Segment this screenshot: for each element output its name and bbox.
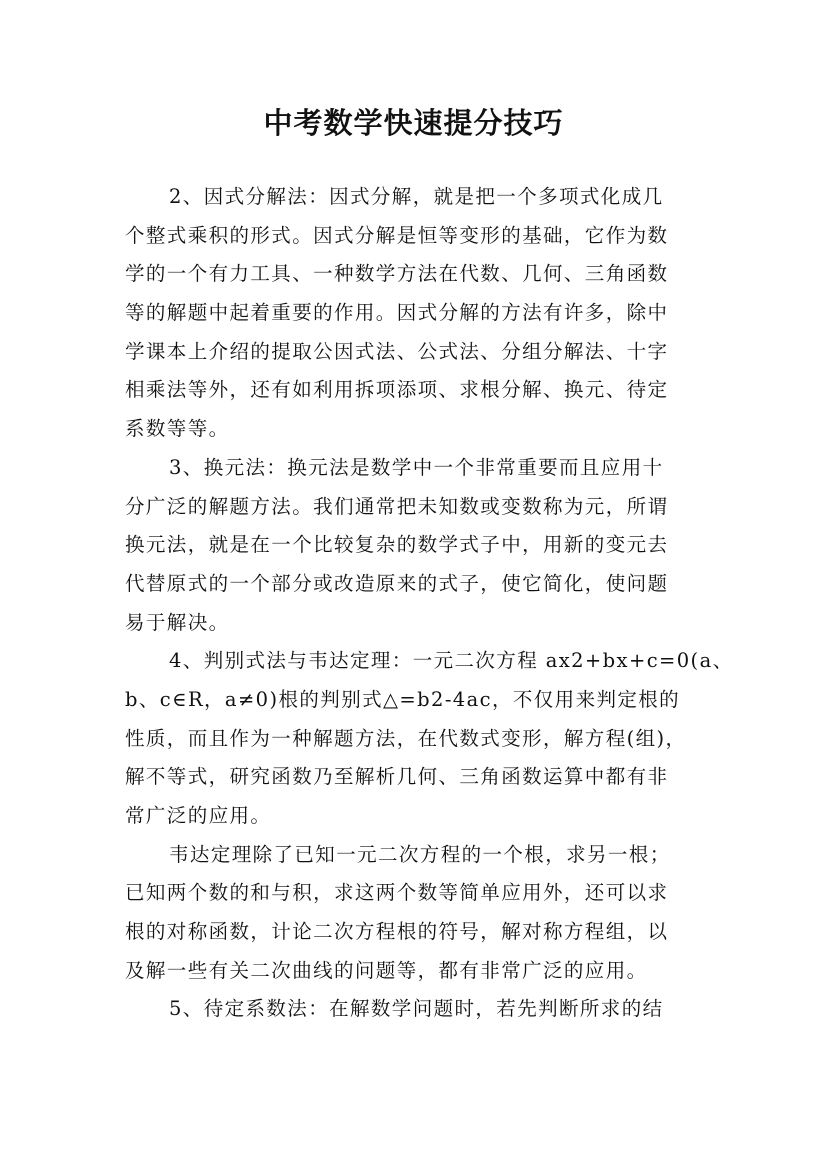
text-line: 根的对称函数，计论二次方程根的符号，解对称方程组，以 [125,920,669,944]
text-line: 个整式乘积的形式。因式分解是恒等变形的基础，它作为数 [125,223,669,247]
text-line: 4、判别式法与韦达定理：一元二次方程 ax2+bx+c=0(a、 [169,649,734,673]
text-line: 韦达定理除了已知一元二次方程的一个根，求另一根； [169,842,671,866]
text-line: 分广泛的解题方法。我们通常把未知数或变数称为元，所谓 [125,494,669,518]
document-body [125,178,734,1029]
text-line: b、c∈R，a≠0)根的判别式△=b2-4ac，不仅用来判定根的 [125,687,681,711]
text-line: 3、换元法：换元法是数学中一个非常重要而且应用十 [169,455,664,479]
text-line: 等的解题中起着重要的作用。因式分解的方法有许多，除中 [125,301,669,325]
text-line: 解不等式，研究函数乃至解析几何、三角函数运算中都有非 [125,765,669,789]
text-line: 易于解决。 [125,610,230,634]
document-title: 中考数学快速提分技巧 [263,106,564,140]
text-line: 已知两个数的和与积，求这两个数等简单应用外，还可以求 [125,881,669,905]
text-line: 换元法，就是在一个比较复杂的数学式子中，用新的变元去 [125,533,669,557]
text-line: 常广泛的应用。 [125,804,272,827]
text-line: 及解一些有关二次曲线的问题等，都有非常广泛的应用。 [125,958,648,982]
text-line: 系数等等。 [125,417,230,441]
text-line: 2、因式分解法：因式分解，就是把一个多项式化成几 [169,185,664,208]
text-line: 性质，而且作为一种解题方法，在代数式变形，解方程(组)， [125,726,687,750]
text-line: 5、待定系数法：在解数学问题时，若先判断所求的结 [169,997,664,1021]
text-line: 相乘法等外，还有如利用拆项添项、求根分解、换元、待定 [125,378,669,402]
text-line: 学课本上介绍的提取公因式法、公式法、分组分解法、十字 [125,339,669,363]
text-line: 代替原式的一个部分或改造原来的式子，使它简化，使问题 [125,571,669,595]
text-line: 学的一个有力工具、一种数学方法在代数、几何、三角函数 [125,262,669,286]
